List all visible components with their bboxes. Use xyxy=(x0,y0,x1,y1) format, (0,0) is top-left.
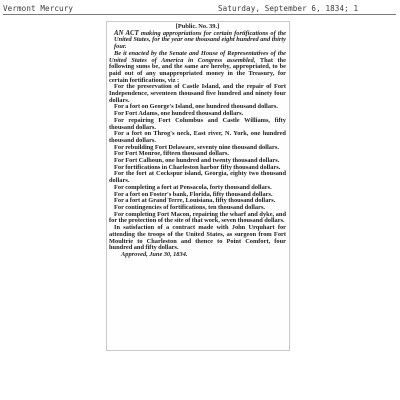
appropriation-paragraph: For a fort at Grand Terre, Louisiana, fifty thousand dollars. xyxy=(114,197,276,205)
appropriation-paragraph: For a fort on George's Island, one hundred thousand dollars. xyxy=(114,103,278,111)
enacting-clause xyxy=(109,51,286,85)
appropriation-paragraph: For the preservation of Castle Island, and the repair of Fort Independence, seventeen thousand five hundred and ninety four dollars. xyxy=(109,83,286,104)
appropriation-paragraph: For completing a fort at Pensacola, forty thousand dollars. xyxy=(114,183,272,191)
appropriation-paragraph: In satisfaction of a contract made with John Urquhart for attending the troops of the United States, as surgeon from Fort Moultrie to Charleston and thence to Point Comfort, four hundred and fifty dollars. xyxy=(109,224,286,252)
appropriation-paragraph: For rebuilding Fort Delaware, seventy nine thousand dollars. xyxy=(114,143,279,151)
appropriation-paragraph: For Fort Adams, one hundred thousand dollars. xyxy=(114,110,244,118)
appropriation-paragraph: For a fort on Foster's bank, Florida, fifty thousand dollars. xyxy=(114,190,273,198)
appropriation-paragraph: For Fort Calhoun, one hundred and twenty thousand dollars. xyxy=(114,157,280,165)
enacting-clause-text: That the following sums be, and the same are hereby, appropriated, to be paid out of any unappropriated money in the Treasury, for certain fortifications, viz : xyxy=(109,56,287,84)
act-title-text: making appropriations for certain fortifications of the United States, for the year one thousand eight hundred and thirty four. xyxy=(114,29,287,51)
appropriation-paragraph: For completing Fort Macon, repairing the wharf and dyke, and for the protection of the site of that work, seven thousand dollars. xyxy=(109,210,286,225)
masthead-rule xyxy=(3,14,396,15)
appropriation-paragraph: For fortifications in Charleston harbor fifty thousand dollars. xyxy=(114,163,281,171)
appropriation-paragraph: For repairing Fort Columbus and Castle Williams, fifty thousand dollars. xyxy=(109,116,286,131)
act-title xyxy=(109,31,286,51)
appropriation-paragraph: For contingencies of fortifications, ten thousand dollars. xyxy=(114,203,266,211)
act-title-lead: AN ACT xyxy=(114,29,139,37)
appropriation-paragraph: For Fort Monroe, fifteen thousand dollars. xyxy=(114,150,230,158)
approval-date: Approved, June 30, 1834. xyxy=(121,250,188,258)
article-body xyxy=(109,24,286,259)
newspaper-name: Vermont Mercury xyxy=(3,4,74,13)
enacting-clause-italic: Be it enacted by the Senate and House of Representatives of the United States of America in Congress assembled, xyxy=(109,49,286,64)
appropriation-paragraph: For a fort on Throg's neck, East river, N. York, one hundred thousand dollars. xyxy=(109,130,286,144)
article-clipping xyxy=(106,21,290,351)
appropriation-paragraph: For the fort at Cockspur island, Georgia, eighty two thousand dollars. xyxy=(109,170,286,185)
issue-date: Saturday, September 6, 1834; 1 xyxy=(218,4,359,13)
article-header: [Public. No. 39.] xyxy=(175,23,220,30)
